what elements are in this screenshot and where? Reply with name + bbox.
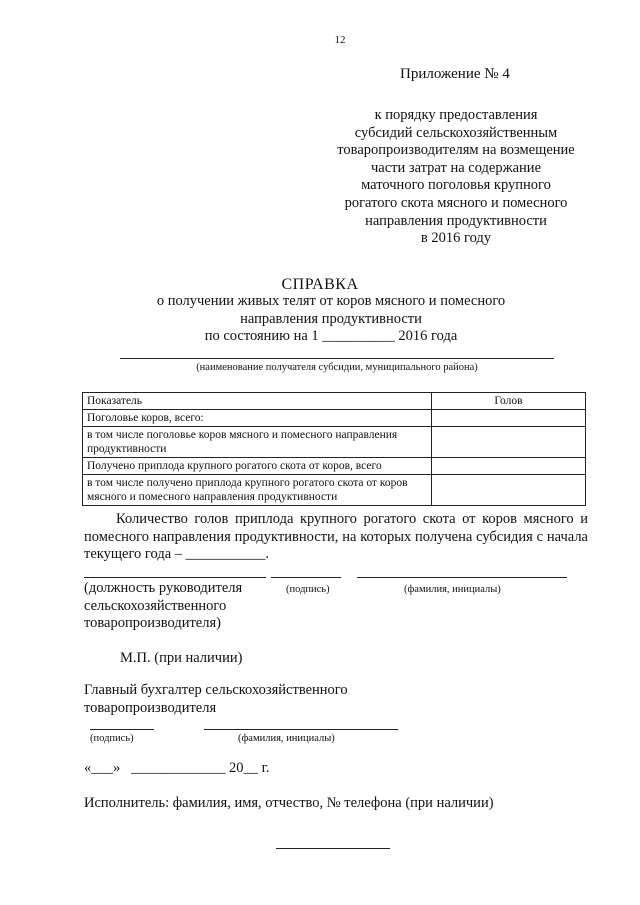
- data-table: [82, 392, 586, 506]
- accountant-signature-caption: (подпись): [90, 733, 134, 744]
- table-cell: в том числе получено приплода крупного рогатого скота от коров мясного и помесного направления продуктивности: [83, 475, 432, 506]
- accountant-name-line: [204, 729, 398, 730]
- appendix-reference: [320, 107, 592, 248]
- head-signature-caption: (подпись): [286, 584, 330, 595]
- table-row: [83, 410, 586, 427]
- head-signature-line: [271, 577, 341, 578]
- date-line: [84, 760, 270, 778]
- subtitle-line: о получении живых телят от коров мясного и помесного: [156, 293, 506, 309]
- table-cell-value: [432, 427, 586, 458]
- appendix-line: части затрат на содержание: [370, 159, 542, 176]
- appendix-title: Приложение № 4: [400, 66, 510, 82]
- date-month: _____________: [131, 760, 226, 776]
- accountant-line: товаропроизводителя: [84, 699, 217, 716]
- date-year: 20__ г.: [229, 760, 270, 776]
- position-line-text: сельскохозяйственного: [84, 597, 227, 614]
- table-row: [83, 427, 586, 458]
- date-open-quote: «: [84, 760, 92, 776]
- head-position-caption: [84, 580, 274, 633]
- accountant-title: [84, 682, 348, 717]
- appendix-line: маточного поголовья крупного: [361, 177, 551, 194]
- date-day: ___: [91, 760, 113, 776]
- table-cell-value: [432, 410, 586, 427]
- recipient-name-line: [120, 358, 554, 359]
- table-header-indicator: Показатель: [83, 393, 432, 410]
- appendix-line: рогатого скота мясного и помесного: [344, 194, 568, 211]
- subsidy-paragraph-text: Количество голов приплода крупного рогатого скота от коров мясного и помесного направления продуктивности, на которых получена субсидия с начала текущего года – ___________.: [84, 511, 588, 563]
- table-header-heads: Голов: [432, 393, 586, 410]
- accountant-name-caption: (фамилия, инициалы): [238, 733, 335, 744]
- accountant-signature-line: [90, 729, 154, 730]
- table-row: [83, 475, 586, 506]
- appendix-line: к порядку предоставления: [374, 107, 538, 123]
- head-name-caption: (фамилия, инициалы): [404, 584, 501, 595]
- table-header-row: [83, 393, 586, 410]
- date-close-quote: »: [113, 760, 121, 776]
- executor-line: Исполнитель: фамилия, имя, отчество, № телефона (при наличии): [84, 795, 494, 811]
- table-cell-value: [432, 458, 586, 475]
- appendix-line: субсидий сельскохозяйственным: [354, 124, 558, 141]
- subtitle-line: по состоянию на 1 __________ 2016 года: [204, 328, 458, 344]
- head-name-line: [357, 577, 567, 578]
- subtitle-line: направления продуктивности: [240, 310, 422, 327]
- appendix-line: направления продуктивности: [365, 212, 547, 229]
- bottom-line: [276, 848, 390, 849]
- stamp-note: М.П. (при наличии): [120, 650, 243, 666]
- recipient-caption: (наименование получателя субсидии, муниципального района): [196, 362, 478, 373]
- appendix-line: товаропроизводителям на возмещение: [337, 142, 575, 159]
- document-subtitle: [140, 293, 522, 346]
- position-line-text: (должность руководителя: [84, 580, 243, 596]
- table-cell: Поголовье коров, всего:: [83, 410, 432, 427]
- appendix-line: в 2016 году: [420, 230, 492, 247]
- table-cell: в том числе поголовье коров мясного и помесного направления продуктивности: [83, 427, 432, 458]
- table-row: [83, 458, 586, 475]
- document-title: СПРАВКА: [281, 276, 359, 293]
- page-number: 12: [334, 34, 346, 46]
- table-cell: Получено приплода крупного рогатого скота от коров, всего: [83, 458, 432, 475]
- position-line: [84, 577, 266, 578]
- position-line-text: товаропроизводителя): [84, 615, 221, 632]
- accountant-line: Главный бухгалтер сельскохозяйственного: [84, 682, 348, 698]
- subsidy-paragraph: [84, 511, 588, 564]
- table-cell-value: [432, 475, 586, 506]
